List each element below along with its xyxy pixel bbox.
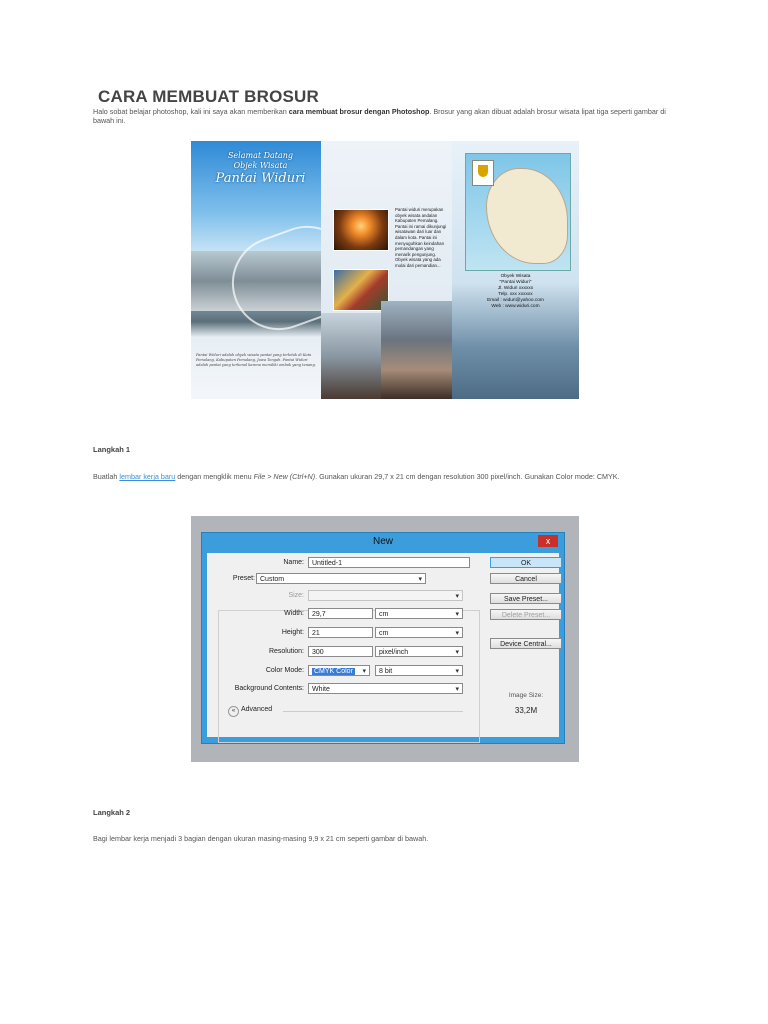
sunset-photo [333, 209, 389, 251]
cancel-button[interactable]: Cancel [490, 573, 562, 584]
brochure-cover-text: Pantai Widuri adalah obyek wisata pantai yang terletak di Kota Pemalang, Kabupaten Pemalang, Jawa Tengah. Pantai Widuri adalah pantai yang terkenal karena memiliki ombak yang tenang. [196, 353, 316, 367]
bg-contents-label: Background Contents: [234, 685, 304, 692]
preset-label: Preset: [232, 575, 255, 582]
size-select[interactable] [308, 590, 463, 601]
brochure-contact-info [452, 274, 579, 310]
step1-paragraph [93, 472, 668, 481]
intro-text-before: Halo sobat belajar photoshop, kali ini saya akan memberikan [93, 107, 289, 116]
step1-middle: dengan mengklik menu [175, 472, 254, 481]
map-land [486, 168, 568, 264]
brochure-image [191, 141, 579, 399]
ok-button[interactable]: OK [490, 557, 562, 568]
info-name: Obyek Wisata [500, 274, 531, 279]
height-unit-select[interactable]: cm ▾ [375, 627, 463, 638]
brochure-cover-panel [191, 141, 321, 399]
step1-menu: File > New (Ctrl+N) [253, 472, 316, 481]
image-size-label: Image Size: [508, 692, 544, 699]
new-document-link[interactable]: lembar kerja baru [119, 472, 176, 481]
size-label: Size: [288, 592, 304, 599]
brochure-body-text: Pantai widuri merupakan obyek wisata andalan Kabupaten Pemalang. Pantai ini ramai dikunjungi wisatawan dari luar dan dalam kota. Pantai ini menyuguhkan keindahan pemandangan yang menarik pengunjung. Obyek wisata yang ada mulai dari pemandian... [395, 207, 447, 268]
brochure-middle-panel [321, 141, 452, 399]
brochure-title-line1: Selamat Datang [227, 151, 294, 160]
bg-contents-select[interactable]: White ▾ [308, 683, 463, 694]
intro-bold: cara membuat brosur dengan Photoshop [288, 107, 430, 116]
step2-heading: Langkah 2 [93, 808, 131, 817]
colormode-value: CMYK Color [314, 668, 353, 675]
info-place: "Pantai Widuri" [499, 280, 532, 285]
resolution-input[interactable]: 300 [308, 646, 373, 657]
brochure-title-big: Pantai Widuri [215, 171, 306, 186]
step1-suffix: . Gunakan ukuran 29,7 x 21 cm dengan resolution 300 pixel/inch. Gunakan Color mode: CMYK. [315, 472, 620, 481]
beach-crowd-photo [321, 313, 381, 399]
save-preset-button[interactable]: Save Preset... [490, 593, 562, 604]
delete-preset-button[interactable]: Delete Preset... [490, 609, 562, 620]
height-input[interactable]: 21 [308, 627, 373, 638]
brochure-right-panel [452, 141, 579, 399]
dialog-title: New [372, 536, 393, 547]
beach-people-photo [381, 301, 452, 399]
resolution-unit-select[interactable]: pixel/inch ▾ [375, 646, 463, 657]
step1-heading: Langkah 1 [93, 445, 131, 454]
colormode-select[interactable] [308, 665, 370, 676]
advanced-toggle-icon[interactable]: « [228, 706, 239, 717]
close-icon[interactable]: x [538, 535, 558, 547]
info-web: Web : www.widuri.com [491, 304, 540, 309]
device-central-button[interactable]: Device Central... [490, 638, 562, 649]
height-label: Height: [281, 629, 304, 636]
step2-paragraph: Bagi lembar kerja menjadi 3 bagian dengan ukuran masing-masing 9,9 x 21 cm seperti gambar di bawah. [93, 834, 429, 843]
advanced-label[interactable]: Advanced [241, 706, 273, 713]
info-phone: Telp. xxx xxxxxx [498, 292, 533, 297]
page-title: CARA MEMBUAT BROSUR [98, 87, 320, 106]
new-dialog [201, 532, 565, 744]
name-label: Name: [283, 559, 304, 566]
dialog-body [207, 553, 559, 737]
swirl-ornament [219, 213, 321, 344]
intro-paragraph [93, 107, 668, 125]
advanced-divider [283, 711, 463, 712]
width-unit-select[interactable]: cm ▾ [375, 608, 463, 619]
preset-select[interactable]: Custom ▾ [256, 573, 426, 584]
info-email: Email : widuri@yahoo.com [487, 298, 544, 303]
resolution-label: Resolution: [268, 648, 304, 655]
intro-text-after: . Brosur yang akan dibuat adalah brosur wisata lipat tiga seperti gambar di bawah ini. [93, 107, 666, 125]
brochure-title [203, 151, 318, 187]
name-input[interactable]: Untitled-1 [308, 557, 470, 568]
bitdepth-select[interactable]: 8 bit ▾ [375, 665, 463, 676]
width-label: Width: [284, 610, 304, 617]
brochure-title-line2: Objek Wisata [233, 161, 288, 170]
colormode-label: Color Mode: [265, 667, 304, 674]
new-dialog-screenshot [191, 516, 579, 762]
width-input[interactable]: 29,7 [308, 608, 373, 619]
info-address: Jl. Widuri xxxxxx [497, 286, 534, 291]
regency-logo-icon [472, 160, 494, 186]
step1-prefix: Buatlah [93, 472, 120, 481]
image-size-value: 33,2M [514, 706, 538, 715]
map-image [465, 153, 571, 271]
